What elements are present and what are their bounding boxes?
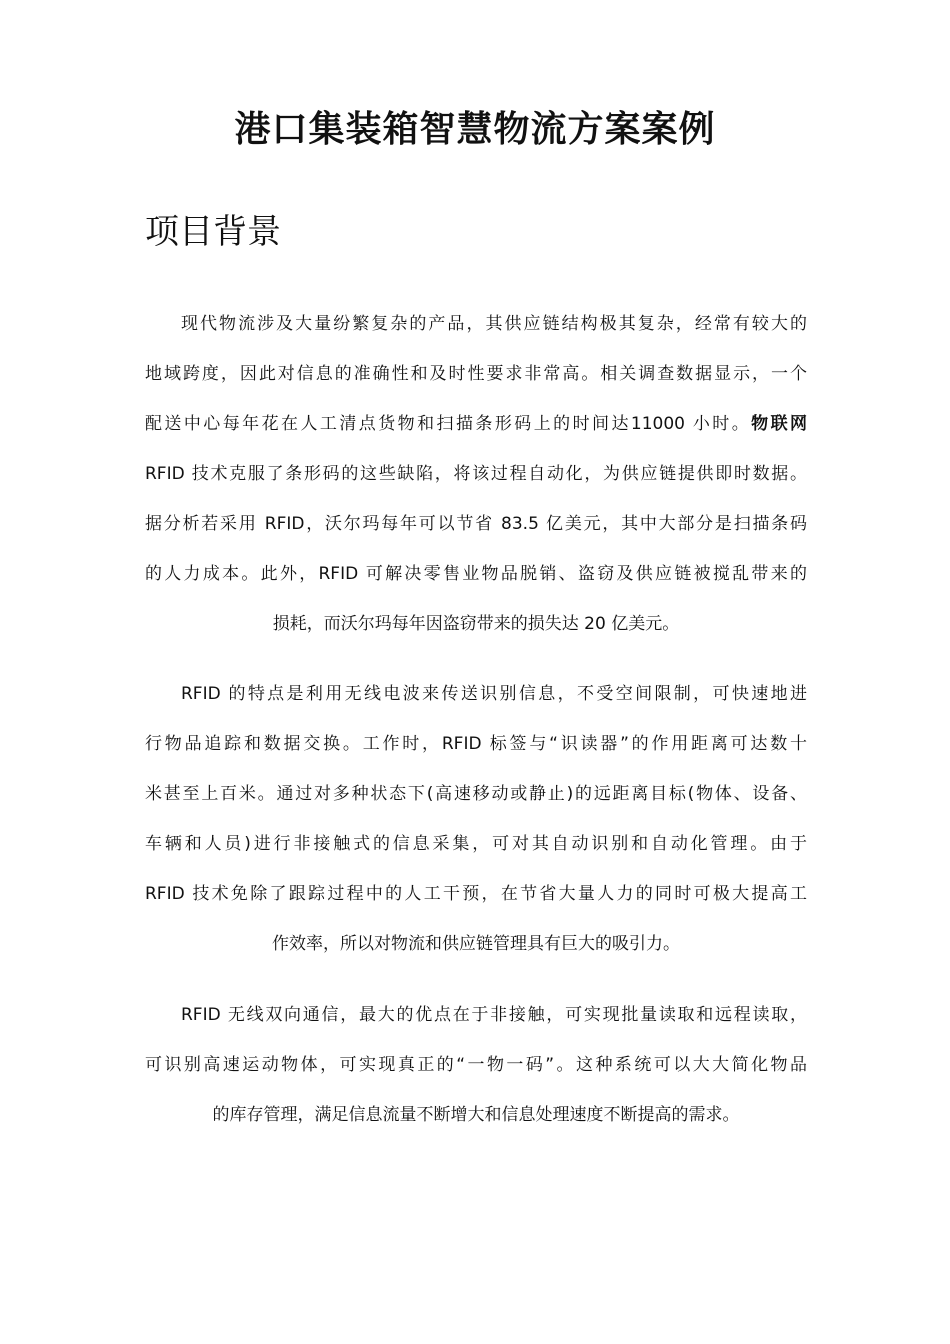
- paragraph-line: 现代物流涉及大量纷繁复杂的产品，其供应链结构极其复杂，经常有较大的: [181, 314, 807, 334]
- section-heading: 项目背景: [145, 212, 281, 252]
- document-title: 港口集装箱智慧物流方案案例: [234, 109, 716, 150]
- paragraph-line: RFID 无线双向通信，最大的优点在于非接触，可实现批量读取和远程读取，: [181, 1005, 807, 1025]
- paragraph-line-with-bold: [145, 399, 807, 449]
- paragraph-line: RFID 技术克服了条形码的这些缺陷，将该过程自动化，为供应链提供即时数据。: [145, 464, 807, 484]
- bold-keyword: 物联网: [751, 414, 808, 434]
- paragraph-line: 地域跨度，因此对信息的准确性和及时性要求非常高。相关调查数据显示，一个: [145, 364, 807, 384]
- paragraph-line: 行物品追踪和数据交换。工作时，RFID 标签与“识读器”的作用距离可达数十: [145, 734, 807, 754]
- paragraph-line: 损耗，而沃尔玛每年因盗窃带来的损失达 20 亿美元。: [272, 614, 680, 634]
- paragraph-line: 米甚至上百米。通过对多种状态下(高速移动或静止)的远距离目标(物体、设备、: [145, 784, 807, 804]
- paragraph-line: 的库存管理，满足信息流量不断增大和信息处理速度不断提高的需求。: [212, 1105, 740, 1125]
- paragraph-1: [145, 299, 807, 649]
- paragraph-line: RFID 的特点是利用无线电波来传送识别信息，不受空间限制，可快速地进: [181, 684, 807, 704]
- paragraph-line: 可识别高速运动物体，可实现真正的“一物一码”。这种系统可以大大简化物品: [145, 1055, 807, 1075]
- paragraph-line: 据分析若采用 RFID，沃尔玛每年可以节省 83.5 亿美元，其中大部分是扫描条码: [145, 514, 807, 534]
- paragraph-3: [145, 990, 807, 1140]
- paragraph-line: RFID 技术免除了跟踪过程中的人工干预，在节省大量人力的同时可极大提高工: [145, 884, 807, 904]
- paragraph-line: 车辆和人员)进行非接触式的信息采集，可对其自动识别和自动化管理。由于: [145, 834, 807, 854]
- paragraph-line: 作效率，所以对物流和供应链管理具有巨大的吸引力。: [272, 934, 680, 954]
- paragraph-line: 的人力成本。此外，RFID 可解决零售业物品脱销、盗窃及供应链被搅乱带来的: [145, 564, 807, 584]
- paragraph-text: 配送中心每年花在人工清点货物和扫描条形码上的时间达11000 小时。: [145, 414, 752, 434]
- paragraph-2: [145, 669, 807, 969]
